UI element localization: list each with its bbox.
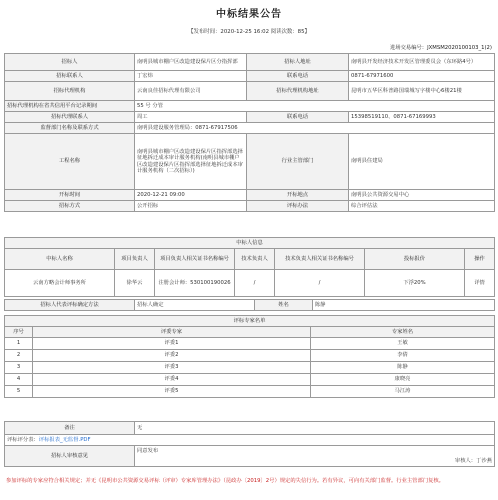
- info-table: [4, 53, 495, 212]
- signer-table: [4, 299, 495, 311]
- open-place-value: 南明县公共资源交易中心: [349, 190, 495, 201]
- expert-name: 陈静: [311, 362, 495, 374]
- record-value: 55 号 分管: [135, 101, 495, 112]
- winner-col-pm: 项目负责人: [115, 249, 155, 270]
- expert-role: 评委1: [33, 338, 311, 350]
- signer-name-label: 姓名: [255, 300, 313, 311]
- expert-row: [5, 374, 495, 386]
- expert-name: 马江涛: [311, 386, 495, 398]
- agency-address-value: 昆明市五华区科普路国瑞城写字楼中心6楼21楼: [349, 82, 495, 101]
- report-row: [5, 435, 495, 446]
- experts-header-row: [5, 327, 495, 338]
- experts-col-name: 专家姓名: [311, 327, 495, 338]
- winner-row: [5, 270, 495, 297]
- open-time-label: 开标时间: [5, 190, 135, 201]
- buyer-row: [5, 54, 495, 71]
- open-time-value: 2020-12-21 09:00: [135, 190, 247, 201]
- industry-value: 南明县住建局: [349, 134, 495, 190]
- winner-table: [4, 237, 495, 297]
- expert-no: 2: [5, 350, 33, 362]
- expert-no: 1: [5, 338, 33, 350]
- winner-col-action: 操作: [465, 249, 495, 270]
- experts-section-title: 评标专家名单: [5, 316, 495, 327]
- signer-label: 招标人代表评标确定方法: [5, 300, 135, 311]
- agency-value: 云南良佳招标代理有限公司: [135, 82, 247, 101]
- winner-col-price: 投标报价: [365, 249, 465, 270]
- winner-pm-cert: 注册会计师：530100190026: [155, 270, 235, 297]
- contact-label: 招标联系人: [5, 71, 135, 82]
- opinion-value: 同意发布: [137, 447, 159, 454]
- opinion-cell: [135, 446, 495, 467]
- phone-value: 0871-67971600: [349, 71, 495, 82]
- remark-label: 备注: [5, 422, 135, 435]
- eval-label: 评标办法: [247, 201, 349, 212]
- footer-note: 参加评标的专家应符合相关规定；并无《昆明市公共资源交易评标（评审）专家库管理办法》（昆政办〔2019〕2号）规定的失信行为。若有异议，可向有关部门监督。行业主管部门复核。: [6, 478, 444, 484]
- opinion-signature: 审核人：丁沙燕: [454, 458, 492, 464]
- contact-value: 丁宏炜: [135, 71, 247, 82]
- buyer-value: 南明县城市棚户区改造建设保片区分指挥部: [135, 54, 247, 71]
- expert-name: 康晓亮: [311, 374, 495, 386]
- expert-role: 评委5: [33, 386, 311, 398]
- report-pdf-link[interactable]: 评标报表_无监督.PDF: [38, 436, 91, 443]
- record-label: 招标代理机构在省共信用平台记录期间: [5, 101, 135, 112]
- expert-name: 李倩: [311, 350, 495, 362]
- signer-name-value: 陈静: [313, 300, 495, 311]
- expert-no: 4: [5, 374, 33, 386]
- report-cell: [5, 435, 495, 446]
- project-value: 南明县城市棚户区改造建设保片区指挥部选择征地拆迁成本审计服务机构(南明县城市棚户区改造建设保片区指挥部选择征地拆迁成本审计服务机构（二次招标）): [135, 134, 247, 190]
- supervisor-value: 南明县建设服务管理局：0871-67917506: [135, 123, 495, 134]
- page-title: 中标结果公告: [216, 9, 282, 20]
- winner-col-tech-cert: 技术负责人相关证书名称编号: [275, 249, 365, 270]
- experts-col-role: 评委专家: [33, 327, 311, 338]
- agent-contact-row: [5, 112, 495, 123]
- supervisor-row: [5, 123, 495, 134]
- winner-detail-link[interactable]: 详情: [465, 270, 495, 297]
- winner-header-row: [5, 249, 495, 270]
- winner-section-title: 中标人信息: [5, 238, 495, 249]
- contact-row: [5, 71, 495, 82]
- winner-price: 下浮20%: [365, 270, 465, 297]
- winner-tech-cert: /: [275, 270, 365, 297]
- opinion-row: [5, 446, 495, 467]
- expert-no: 5: [5, 386, 33, 398]
- agency-address-label: 招标代理机构地址: [247, 82, 349, 101]
- agent-contact-label: 招标代理联系人: [5, 112, 135, 123]
- remark-value: 无: [135, 422, 495, 435]
- agency-row: [5, 82, 495, 101]
- winner-col-tech: 技术负责人: [235, 249, 275, 270]
- expert-row: [5, 338, 495, 350]
- expert-name: 王敏: [311, 338, 495, 350]
- method-row: [5, 201, 495, 212]
- publish-meta: 【发布时间：2020-12-25 16:02 阅读次数：85】: [188, 29, 310, 35]
- industry-label: 行业主管部门: [247, 134, 349, 190]
- signer-row: [5, 300, 495, 311]
- method-label: 招标方式: [5, 201, 135, 212]
- open-row: [5, 190, 495, 201]
- winner-name: 云南方略会计师事务所: [5, 270, 115, 297]
- expert-role: 评委4: [33, 374, 311, 386]
- expert-row: [5, 362, 495, 374]
- report-prefix: 评标评分表：: [7, 436, 39, 443]
- expert-row: [5, 386, 495, 398]
- winner-pm: 徐华云: [115, 270, 155, 297]
- opinion-label: 招标人审核意见: [5, 446, 135, 467]
- buyer-address-value: 南明县开发经济技术开发区管理委员会（东环路4号）: [349, 54, 495, 71]
- agency-label: 招标代理机构: [5, 82, 135, 101]
- agent-contact-value: 周工: [135, 112, 247, 123]
- project-row: [5, 134, 495, 190]
- experts-col-no: 序号: [5, 327, 33, 338]
- trade-number: 进场交易编号：JXMSM2020100103_1(2): [390, 45, 492, 51]
- supervisor-label: 监督部门名称及联系方式: [5, 123, 135, 134]
- project-label: 工程名称: [5, 134, 135, 190]
- expert-row: [5, 350, 495, 362]
- expert-no: 3: [5, 362, 33, 374]
- expert-role: 评委3: [33, 362, 311, 374]
- signer-method: 招标人确定: [135, 300, 255, 311]
- winner-tech: /: [235, 270, 275, 297]
- open-place-label: 开标地点: [247, 190, 349, 201]
- record-row: [5, 101, 495, 112]
- experts-table: [4, 315, 495, 398]
- buyer-address-label: 招标人地址: [247, 54, 349, 71]
- remark-table: [4, 421, 495, 467]
- remark-row: [5, 422, 495, 435]
- winner-col-name: 中标人名称: [5, 249, 115, 270]
- buyer-label: 招标人: [5, 54, 135, 71]
- winner-col-pm-cert: 项目负责人相关证书名称编号: [155, 249, 235, 270]
- phone-label: 联系电话: [247, 71, 349, 82]
- method-value: 公开招标: [135, 201, 247, 212]
- agent-phone-label: 联系电话: [247, 112, 349, 123]
- expert-role: 评委2: [33, 350, 311, 362]
- eval-value: 综合评估法: [349, 201, 495, 212]
- agent-phone-value: 15398519110、0871-67169993: [349, 112, 495, 123]
